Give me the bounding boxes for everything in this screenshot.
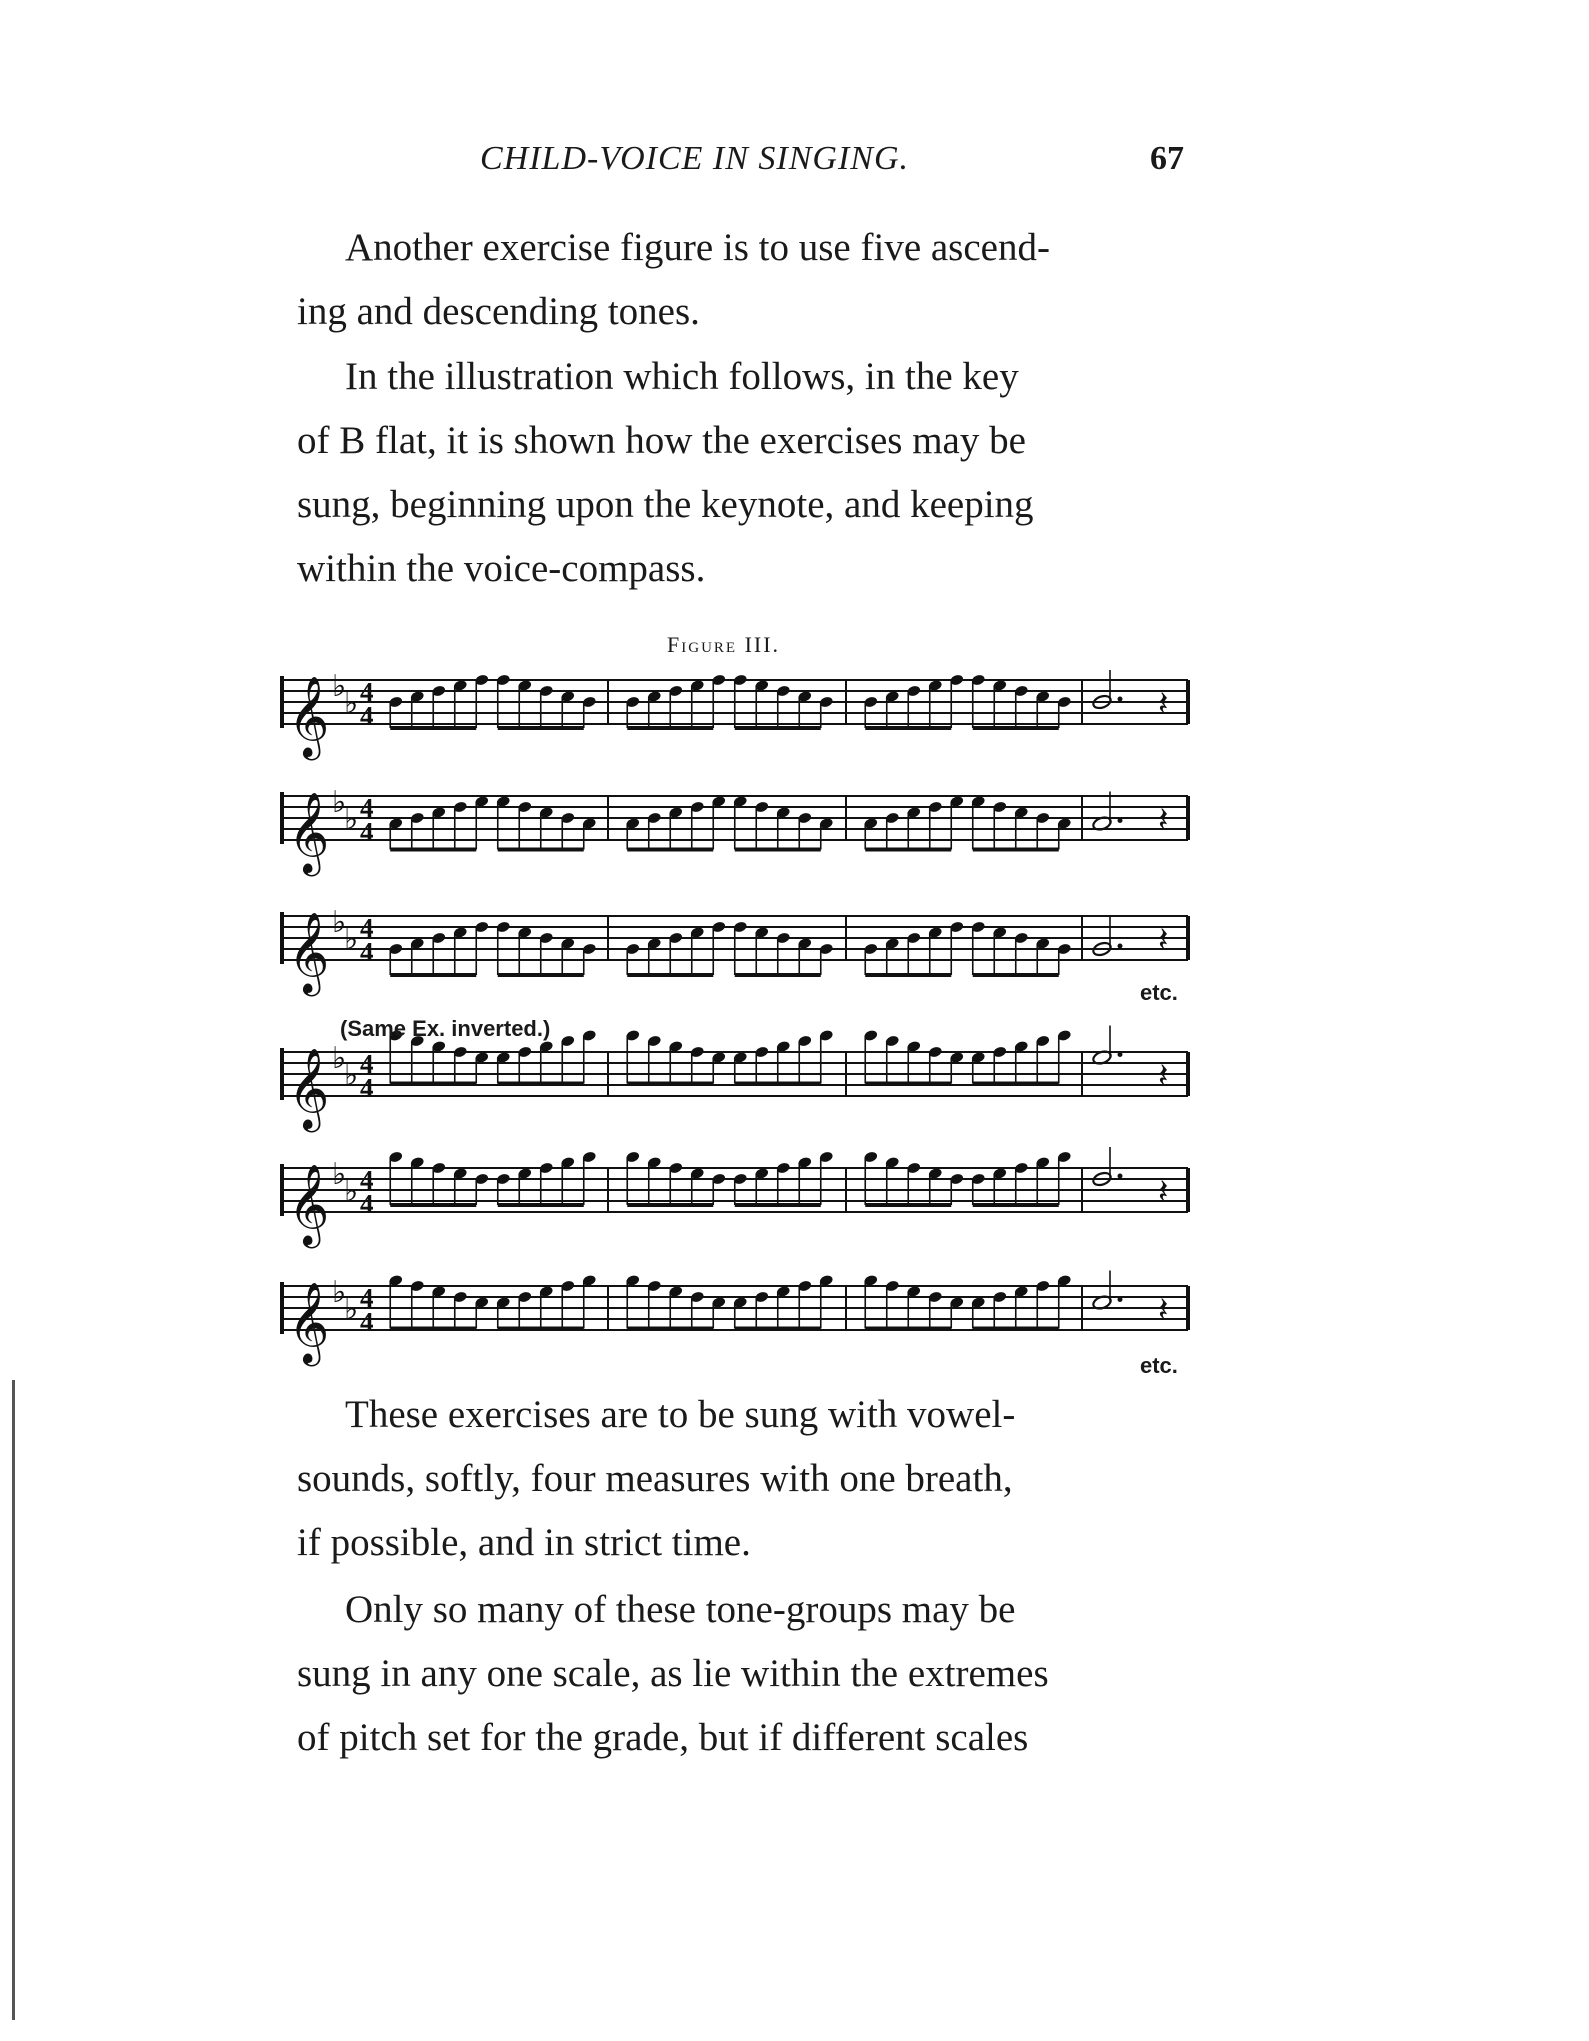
etc-label: etc. xyxy=(1140,1353,1178,1378)
text-line: if possible, and in strict time. xyxy=(297,1521,751,1564)
time-signature-bottom: 4 xyxy=(360,937,374,967)
text-line: sounds, softly, four measures with one breath, xyxy=(297,1457,1013,1500)
paragraph-exercises xyxy=(297,1383,1197,1575)
quarter-rest-icon: 𝄽 xyxy=(1158,1056,1169,1096)
text-line: sung, beginning upon the keynote, and keeping xyxy=(297,483,1034,526)
text-line: ing and descending tones. xyxy=(297,290,700,333)
flat-sign-icon: ♭ xyxy=(332,905,347,940)
dot-icon xyxy=(1118,1297,1123,1302)
time-signature-top: 4 xyxy=(360,793,374,823)
dot-icon xyxy=(1118,697,1123,702)
time-signature-top: 4 xyxy=(360,1049,374,1079)
time-signature-top: 4 xyxy=(360,677,374,707)
treble-clef-icon: 𝄞 xyxy=(288,1047,330,1129)
quarter-rest-icon: 𝄽 xyxy=(1158,1290,1169,1330)
flat-sign-icon: ♭ xyxy=(332,785,347,820)
running-title: CHILD-VOICE IN SINGING. xyxy=(480,140,910,177)
treble-clef-icon: 𝄞 xyxy=(288,675,330,757)
page-number: 67 xyxy=(1150,140,1184,177)
dot-icon xyxy=(1118,818,1123,823)
quarter-rest-icon: 𝄽 xyxy=(1158,800,1169,840)
dot-icon xyxy=(1118,944,1123,949)
text-line: of pitch set for the grade, but if different scales xyxy=(297,1716,1029,1759)
flat-sign-icon: ♭ xyxy=(344,1292,359,1327)
flat-sign-icon: ♭ xyxy=(344,1058,359,1093)
text-line: Only so many of these tone-groups may be xyxy=(345,1588,1016,1631)
text-line: sung in any one scale, as lie within the extremes xyxy=(297,1652,1049,1695)
time-signature-top: 4 xyxy=(360,1283,374,1313)
etc-label: etc. xyxy=(1140,980,1178,1005)
text-line: within the voice-compass. xyxy=(297,547,706,590)
flat-sign-icon: ♭ xyxy=(332,1041,347,1076)
flat-sign-icon: ♭ xyxy=(332,1275,347,1310)
flat-sign-icon: ♭ xyxy=(344,1174,359,1209)
treble-clef-icon: 𝄞 xyxy=(288,1281,330,1363)
flat-sign-icon: ♭ xyxy=(332,669,347,704)
dot-icon xyxy=(1118,1174,1123,1179)
time-signature-bottom: 4 xyxy=(360,1189,374,1219)
quarter-rest-icon: 𝄽 xyxy=(1158,920,1169,960)
quarter-rest-icon: 𝄽 xyxy=(1158,1172,1169,1212)
time-signature-top: 4 xyxy=(360,1165,374,1195)
text-line: of B flat, it is shown how the exercises may be xyxy=(297,419,1026,462)
paragraph-tone-groups xyxy=(297,1578,1197,1770)
dot-icon xyxy=(1118,1052,1123,1057)
treble-clef-icon: 𝄞 xyxy=(288,791,330,873)
flat-sign-icon: ♭ xyxy=(344,802,359,837)
inverted-label: (Same Ex. inverted.) xyxy=(340,1016,551,1041)
quarter-rest-icon: 𝄽 xyxy=(1158,684,1169,724)
flat-sign-icon: ♭ xyxy=(344,922,359,957)
time-signature-bottom: 4 xyxy=(360,1073,374,1103)
treble-clef-icon: 𝄞 xyxy=(288,911,330,993)
time-signature-bottom: 4 xyxy=(360,817,374,847)
time-signature-top: 4 xyxy=(360,913,374,943)
text-line: Another exercise figure is to use five ascend- xyxy=(345,226,1050,269)
time-signature-bottom: 4 xyxy=(360,1307,374,1337)
text-line: In the illustration which follows, in the key xyxy=(345,355,1019,398)
treble-clef-icon: 𝄞 xyxy=(288,1163,330,1245)
time-signature-bottom: 4 xyxy=(360,701,374,731)
figure-caption: Figure III. xyxy=(667,632,781,657)
text-line: These exercises are to be sung with vowel- xyxy=(345,1393,1016,1436)
flat-sign-icon: ♭ xyxy=(332,1157,347,1192)
flat-sign-icon: ♭ xyxy=(344,686,359,721)
